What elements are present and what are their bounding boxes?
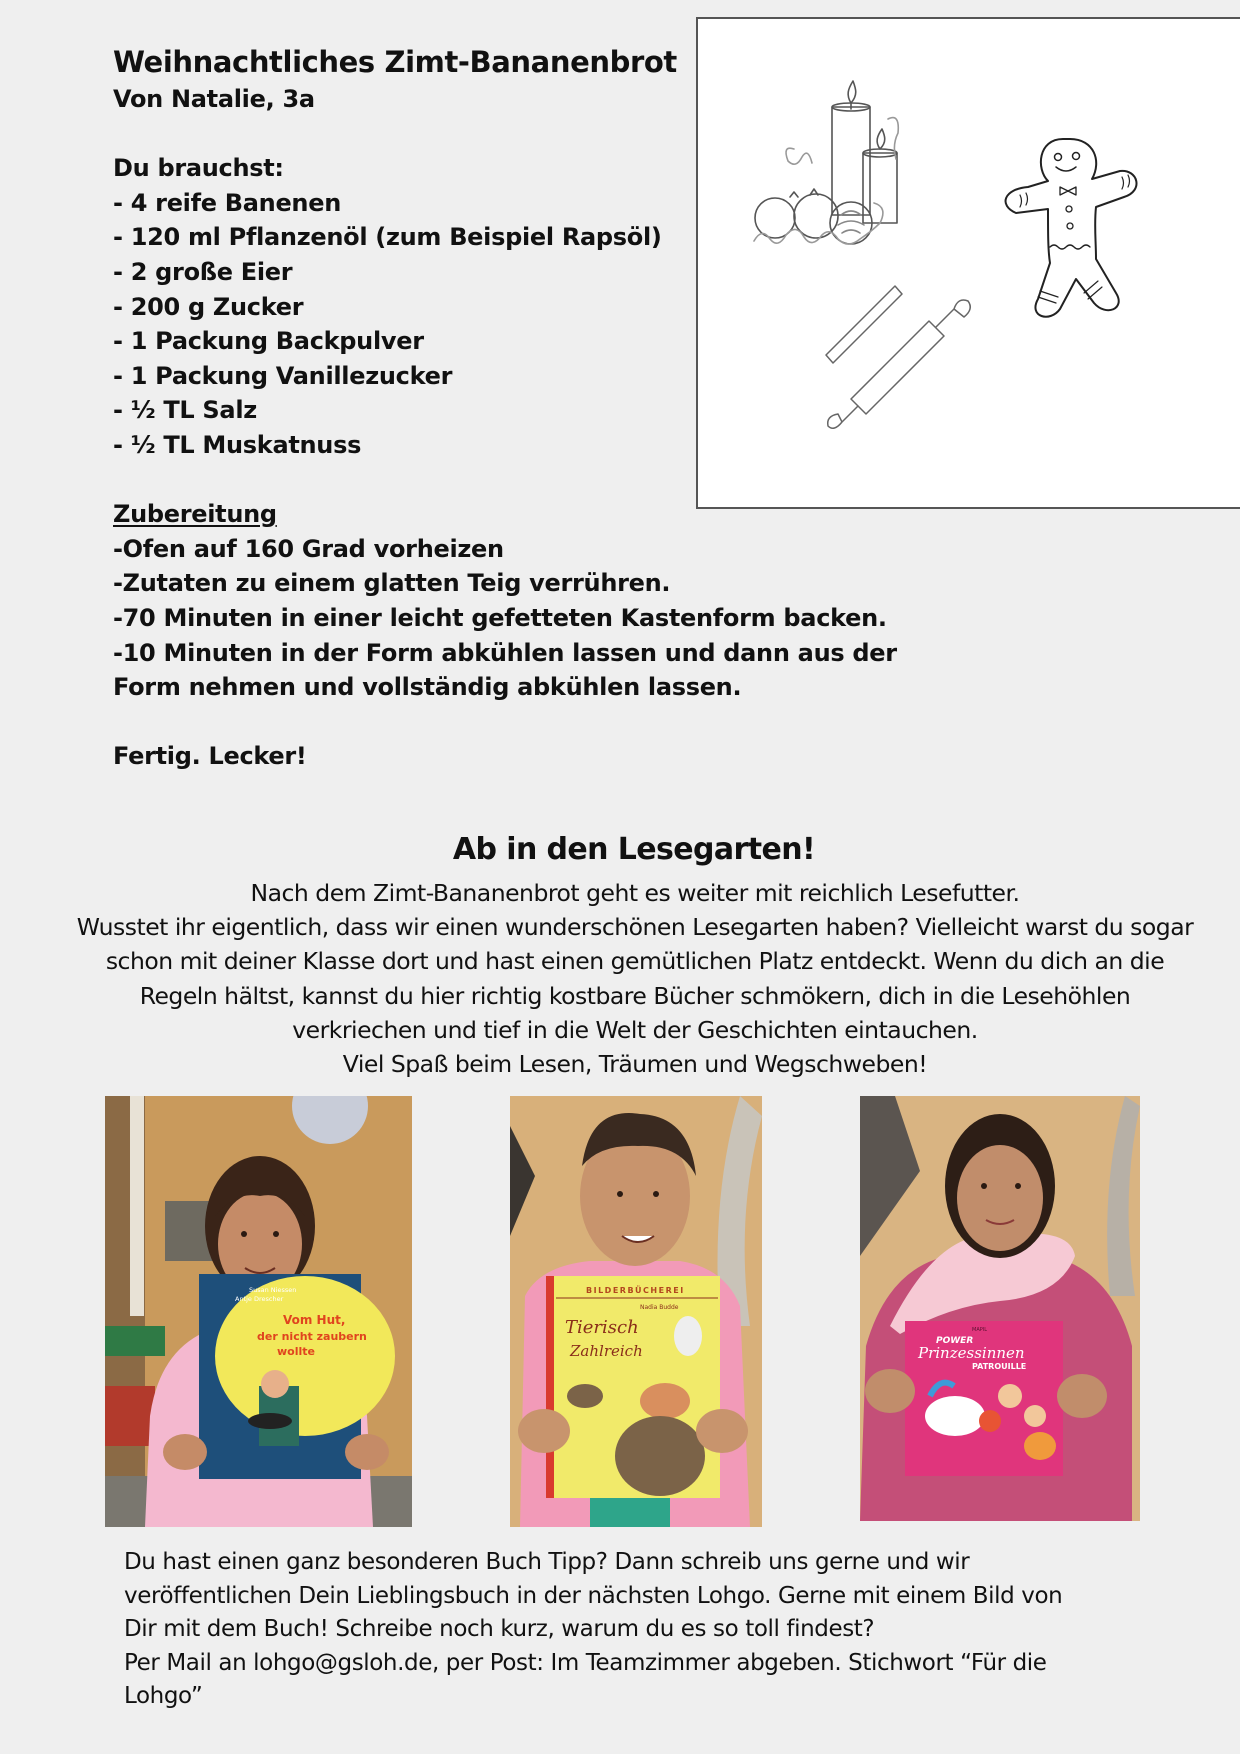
gingerbread-man-icon <box>1006 139 1137 317</box>
ingredient-item: - 2 große Eier <box>113 257 293 286</box>
recipe-title: Weihnachtliches Zimt-Bananenbrot <box>113 45 677 79</box>
book-cover <box>905 1321 1063 1476</box>
step-item: -10 Minuten in der Form abkühlen lassen und dann aus der <box>113 638 897 667</box>
christmas-illustration <box>696 17 1240 509</box>
tipp-line: Du hast einen ganz besonderen Buch Tipp? Dann schreib uns gerne und wir <box>124 1549 970 1575</box>
step-item: -70 Minuten in einer leicht gefetteten Kastenform backen. <box>113 603 887 632</box>
book-title-line: Vom Hut, <box>283 1313 346 1327</box>
lesegarten-line: verkriechen und tief in die Welt der Geschichten eintauchen. <box>292 1015 978 1044</box>
step-item: -Zutaten zu einem glatten Teig verrühren. <box>113 569 671 598</box>
book-title-line: Prinzessinnen <box>918 1344 1025 1362</box>
book-author: Nadia Budde <box>640 1304 679 1311</box>
book-author: MAPIL <box>972 1327 988 1333</box>
book-title-line: POWER <box>936 1336 974 1346</box>
steps-heading: Zubereitung <box>113 500 277 529</box>
book-title-line: wollte <box>277 1345 315 1358</box>
ingredient-item: - ½ TL Muskatnuss <box>113 430 362 459</box>
photo-girl-with-book-prinzessinnen <box>860 1096 1140 1521</box>
rolling-pin-icon <box>826 286 970 428</box>
lesegarten-line: Wusstet ihr eigentlich, dass wir einen wunderschönen Lesegarten haben? Vielleicht warst du sogar <box>76 913 1194 942</box>
lesegarten-line: Viel Spaß beim Lesen, Träumen und Wegschweben! <box>342 1050 928 1079</box>
tipp-line: Dir mit dem Buch! Schreibe noch kurz, warum du es so toll findest? <box>124 1616 875 1642</box>
ingredient-item: - 120 ml Pflanzenöl (zum Beispiel Rapsöl) <box>113 223 662 252</box>
recipe-author: Von Natalie, 3a <box>113 85 315 113</box>
tipp-line: Lohgo” <box>124 1683 203 1709</box>
tipp-line: Per Mail an lohgo@gsloh.de, per Post: Im Teamzimmer abgeben. Stichwort “Für die <box>124 1649 1047 1676</box>
ingredient-item: - 1 Packung Backpulver <box>113 327 424 356</box>
book-cover <box>546 1276 720 1498</box>
lesegarten-title: Ab in den Lesegarten! <box>452 832 816 867</box>
book-author: Antje Drescher <box>235 1295 284 1303</box>
ingredient-item: - 1 Packung Vanillezucker <box>113 361 453 390</box>
photo-girl-with-book-vom-hut <box>105 1096 412 1527</box>
step-item: Form nehmen und vollständig abkühlen lassen. <box>113 673 742 702</box>
ingredient-item: - 4 reife Banenen <box>113 188 341 217</box>
step-item: -Ofen auf 160 Grad vorheizen <box>113 534 504 563</box>
steps-list <box>113 532 913 705</box>
book-title-line: Zahlreich <box>570 1342 643 1360</box>
book-title-line: der nicht zaubern <box>257 1330 367 1343</box>
ingredient-item: - ½ TL Salz <box>113 396 257 425</box>
photo-boy-with-book-tierisch-zahlreich <box>510 1096 762 1527</box>
tipp-line: veröffentlichen Dein Lieblingsbuch in der nächsten Lohgo. Gerne mit einem Bild von <box>124 1582 1063 1609</box>
lesegarten-line: Regeln hältst, kannst du hier richtig kostbare Bücher schmökern, dich in die Lesehöhlen <box>139 981 1131 1010</box>
lesegarten-text <box>40 876 1230 1081</box>
book-title-line: Tierisch <box>565 1317 639 1338</box>
lesegarten-line: Nach dem Zimt-Bananenbrot geht es weiter mit reichlich Lesefutter. <box>250 879 1020 907</box>
advent-candles-icon <box>754 81 898 244</box>
book-title-line: PATROUILLE <box>972 1362 1027 1371</box>
book-tip-text <box>124 1546 1144 1714</box>
lesegarten-line: schon mit deiner Klasse dort und hast einen gemütlichen Platz entdeckt. Wenn du dich an die <box>105 947 1165 976</box>
book-series: BILDERBÜCHEREI <box>586 1286 685 1295</box>
recipe-closing: Fertig. Lecker! <box>113 742 307 771</box>
book-author: Susan Niessen <box>249 1286 297 1294</box>
ingredient-item: - 200 g Zucker <box>113 292 304 321</box>
ingredients-heading: Du brauchst: <box>113 154 284 183</box>
